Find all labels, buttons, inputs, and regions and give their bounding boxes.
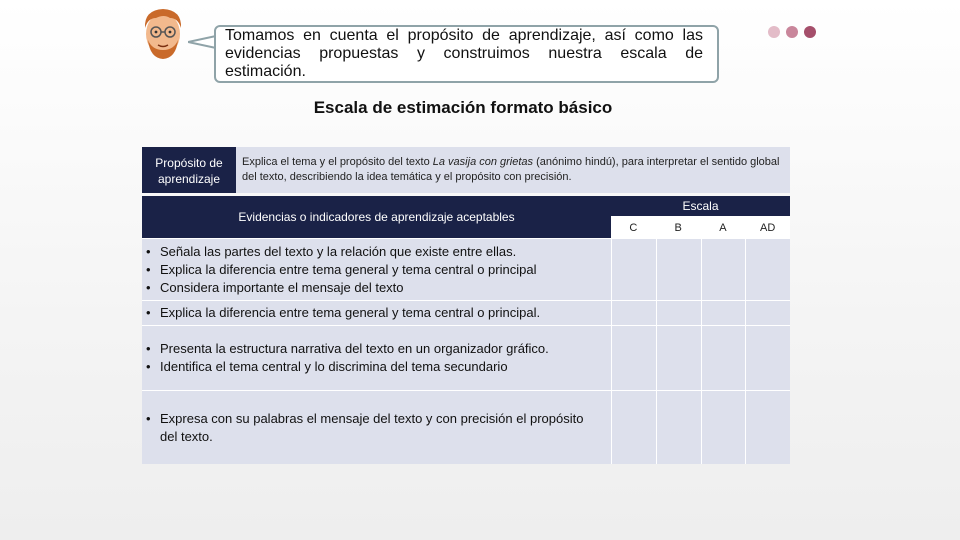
list-item (146, 410, 611, 446)
score-cell-b[interactable] (656, 391, 701, 464)
table-row (142, 390, 790, 464)
bullet: • (146, 279, 151, 295)
score-cell-c[interactable] (611, 239, 656, 300)
score-cell-c[interactable] (611, 391, 656, 464)
score-cell-ad[interactable] (745, 301, 790, 325)
page-title: Escala de estimación formato básico (313, 98, 613, 117)
score-cell-b[interactable] (656, 326, 701, 390)
evidence-text: Expresa con su palabras el mensaje del texto y con precisión el propósito del texto. (160, 410, 584, 444)
score-cell-b[interactable] (656, 239, 701, 300)
purpose-text-end: (anónimo hindú), para interpretar el sentido global del texto, describiendo la idea temática y el propósito con precisión. (242, 156, 780, 183)
list-item (146, 279, 611, 297)
purpose-text-title: La vasija con grietas (432, 156, 534, 168)
scale-level-c: C (629, 222, 638, 234)
evidence-text: Señala las partes del texto y la relación que existe entre ellas. (160, 243, 517, 259)
bullet: • (146, 305, 151, 320)
score-cell-ad[interactable] (745, 239, 790, 300)
dot-3 (804, 26, 816, 38)
list-item (146, 358, 611, 376)
teacher-avatar-icon (138, 4, 188, 64)
evidence-text: Explica la diferencia entre tema general y tema central o principal. (160, 305, 541, 320)
purpose-text-start: Explica el tema y el propósito del texto (242, 156, 433, 168)
scale-level-a: A (719, 222, 727, 234)
evidence-cell (142, 239, 611, 300)
evidence-text: Considera importante el mensaje del texto (160, 279, 404, 295)
bullet: • (146, 243, 151, 259)
decorative-dots (768, 26, 816, 38)
evidence-cell (142, 301, 611, 325)
dot-1 (768, 26, 780, 38)
score-cell-a[interactable] (701, 391, 746, 464)
evidence-cell (142, 391, 611, 464)
score-cell-a[interactable] (701, 239, 746, 300)
score-cell-ad[interactable] (745, 326, 790, 390)
score-cell-b[interactable] (656, 301, 701, 325)
scale-level-b: B (674, 222, 682, 234)
evidence-table (142, 238, 790, 464)
evidence-text: Identifica el tema central y lo discrimina del tema secundario (160, 359, 508, 374)
evidence-cell (142, 326, 611, 390)
evidence-text: Presenta la estructura narrativa del texto en un organizador gráfico. (160, 341, 549, 356)
dot-2 (786, 26, 798, 38)
table-row (142, 325, 790, 390)
bullet: • (146, 261, 151, 277)
purpose-label: Propósito de aprendizaje (142, 147, 236, 193)
list-item (146, 340, 611, 358)
score-cell-c[interactable] (611, 326, 656, 390)
table-row (142, 238, 790, 300)
list-item (146, 304, 611, 322)
bullet: • (146, 359, 151, 374)
scale-header: Escala (611, 196, 790, 216)
bullet: • (146, 410, 151, 426)
evidence-header: Evidencias o indicadores de aprendizaje aceptables (142, 196, 611, 238)
table-row (142, 300, 790, 325)
evidence-text: Explica la diferencia entre tema general y tema central o principal (160, 261, 537, 277)
scale-level-ad: AD (759, 222, 776, 234)
list-item (146, 261, 611, 279)
bullet: • (146, 341, 151, 356)
score-cell-ad[interactable] (745, 391, 790, 464)
list-item (146, 243, 611, 261)
score-cell-a[interactable] (701, 326, 746, 390)
score-cell-c[interactable] (611, 301, 656, 325)
speech-text: Tomamos en cuenta el propósito de aprendizaje, así como las evidencias propuestas y construimos nuestra escala de estimación. (225, 27, 703, 80)
score-cell-a[interactable] (701, 301, 746, 325)
scale-levels (611, 216, 790, 240)
purpose-text (236, 147, 790, 193)
speech-bubble (214, 25, 719, 83)
